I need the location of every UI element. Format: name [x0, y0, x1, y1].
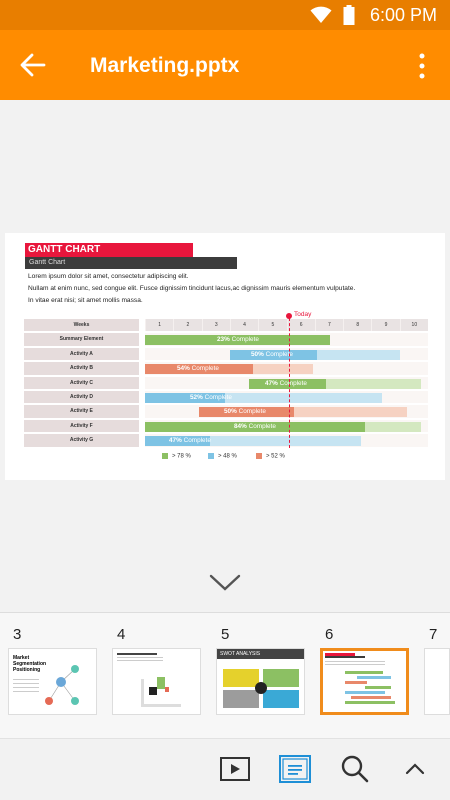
gantt-row-track: [145, 434, 428, 446]
gantt-week-label: 2: [173, 319, 201, 331]
gantt-week-label: 10: [400, 319, 428, 331]
gantt-week-label: 6: [287, 319, 315, 331]
legend-item: [162, 453, 191, 460]
gantt-row-track: [145, 420, 428, 432]
gantt-row: [24, 347, 428, 361]
gantt-bar-percent: 50%: [224, 408, 237, 416]
gantt-bar-percent: 23%: [217, 336, 230, 344]
slide-body-line: In vitae erat nisi; sit amet mollis massa.: [28, 297, 143, 304]
gantt-bar-percent: 54%: [177, 365, 190, 373]
gantt-bar-remaining: [225, 393, 382, 403]
gantt-row-label: Activity D: [24, 391, 139, 403]
gantt-bar-suffix: Complete: [277, 379, 307, 387]
gantt-row-track: [145, 348, 428, 360]
gantt-row-label: Activity A: [24, 348, 139, 360]
gantt-bar-label: [169, 436, 211, 446]
gantt-bar-suffix: Complete: [181, 437, 211, 445]
gantt-bar-label: [224, 407, 266, 417]
app-bar: [0, 30, 450, 100]
thumbnail-diagram: [113, 649, 201, 715]
gantt-bar-label: [177, 364, 219, 374]
legend-label: > 52 %: [266, 453, 285, 460]
gantt-bar-remaining: [326, 379, 421, 389]
gantt-bar-percent: 50%: [251, 350, 264, 358]
legend-swatch: [256, 453, 262, 459]
gantt-row-track: [145, 405, 428, 417]
gantt-row: [24, 390, 428, 404]
gantt-row: [24, 433, 428, 447]
gantt-week-label: 1: [145, 319, 173, 331]
gantt-bar-label: [265, 379, 307, 389]
slide-subtitle: Gantt Chart: [25, 257, 237, 269]
gantt-weeks: [145, 319, 428, 331]
slide-number: 5: [221, 626, 230, 643]
gantt-bar-remaining: [253, 364, 313, 374]
gantt-header-label: Weeks: [24, 319, 139, 331]
gantt-bar-suffix: Complete: [236, 408, 266, 416]
gantt-row: [24, 332, 428, 346]
gantt-bar-remaining: [294, 407, 407, 417]
gantt-row: [24, 376, 428, 390]
slide-body-line: Nullam at enim nunc, sed congue elit. Fusce dignissim tincidunt lacus,ac dignissim mauris elementum vulputate.: [28, 285, 356, 292]
gantt-bar-percent: 52%: [190, 394, 203, 401]
gantt-row-label: Activity E: [24, 405, 139, 417]
thumbnail-title: SWOT ANALYSIS: [217, 649, 305, 659]
gantt-row-label: Activity G: [24, 434, 139, 446]
gantt-bar-suffix: Complete: [202, 394, 232, 401]
gantt-bar-suffix: Complete: [229, 336, 259, 344]
gantt-row-label: Activity F: [24, 420, 139, 432]
gantt-row-track: [145, 362, 428, 374]
slide-thumbnail-image[interactable]: [8, 648, 97, 715]
gantt-row-label: Activity C: [24, 377, 139, 389]
gantt-row: [24, 361, 428, 375]
gantt-week-label: 8: [343, 319, 371, 331]
slide-thumbnail-image[interactable]: [112, 648, 201, 715]
legend-item: [256, 453, 285, 460]
thumbnail-diagram: [323, 651, 406, 712]
slide-thumbnail-image[interactable]: [320, 648, 409, 715]
today-line: [289, 318, 290, 448]
status-time: 6:00 PM: [369, 5, 437, 25]
gantt-week-label: 9: [371, 319, 399, 331]
chevron-up-icon[interactable]: [398, 753, 432, 785]
gantt-row-label: Summary Element: [24, 333, 139, 345]
wifi-icon: [310, 6, 332, 24]
thumbnail-title: Market Segmentation Positioning: [13, 655, 47, 673]
gantt-bar-remaining: [365, 422, 421, 432]
today-label: Today: [294, 311, 312, 318]
legend-label: > 48 %: [218, 453, 237, 460]
status-bar: [0, 0, 450, 30]
slide-thumbnail-strip[interactable]: [0, 612, 450, 738]
gantt-bar-label: [217, 335, 259, 345]
gantt-week-label: 7: [315, 319, 343, 331]
gantt-bar-suffix: Complete: [263, 350, 293, 358]
battery-icon: [343, 5, 355, 25]
document-title: Marketing.pptx: [90, 54, 240, 77]
gantt-bar-percent: 47%: [265, 379, 278, 387]
today-marker: [286, 313, 292, 319]
gantt-week-label: 5: [258, 319, 286, 331]
gantt-bar-suffix: Complete: [246, 422, 276, 430]
gantt-row-track: [145, 377, 428, 389]
gantt-row-label: Activity B: [24, 362, 139, 374]
legend-item: [208, 453, 237, 460]
gantt-bar-label: [190, 393, 232, 403]
gantt-row: [24, 404, 428, 418]
search-icon[interactable]: [338, 753, 372, 785]
gantt-bar-percent: 84%: [234, 422, 247, 430]
gantt-row: [24, 419, 428, 433]
gantt-bar-label: [251, 350, 293, 360]
gantt-bar-label: [234, 422, 276, 432]
slide-number: 3: [13, 626, 22, 643]
legend-swatch: [162, 453, 168, 459]
slideshow-icon[interactable]: [218, 753, 252, 785]
bottom-toolbar: [0, 738, 450, 800]
outline-view-icon[interactable]: [278, 753, 312, 785]
back-arrow-icon[interactable]: [18, 50, 48, 80]
gantt-row-track: [145, 391, 428, 403]
gantt-week-label: 4: [230, 319, 258, 331]
legend-swatch: [208, 453, 214, 459]
gantt-bar-suffix: Complete: [189, 365, 219, 373]
slide-number: 7: [429, 626, 438, 643]
gantt-bar-remaining: [317, 350, 400, 360]
gantt-header-row: [24, 318, 428, 332]
slide-thumbnail-image[interactable]: [216, 648, 305, 715]
thumbnail-diagram: [217, 649, 305, 715]
slide-title: GANTT CHART: [25, 243, 193, 257]
current-slide[interactable]: [5, 233, 445, 480]
slide-number: 4: [117, 626, 126, 643]
more-options-icon[interactable]: [414, 51, 430, 81]
slide-body-line: Lorem ipsum dolor sit amet, consectetur adipiscing elit.: [28, 273, 189, 280]
legend-label: > 78 %: [172, 453, 191, 460]
chevron-down-icon[interactable]: [208, 573, 242, 593]
slide-number: 6: [325, 626, 334, 643]
slide-viewer[interactable]: [0, 100, 450, 610]
gantt-row-track: [145, 333, 428, 345]
gantt-week-label: 3: [202, 319, 230, 331]
slide-thumbnail-image[interactable]: [424, 648, 450, 715]
gantt-bar-percent: 47%: [169, 437, 182, 445]
gantt-bar-remaining: [210, 436, 361, 446]
